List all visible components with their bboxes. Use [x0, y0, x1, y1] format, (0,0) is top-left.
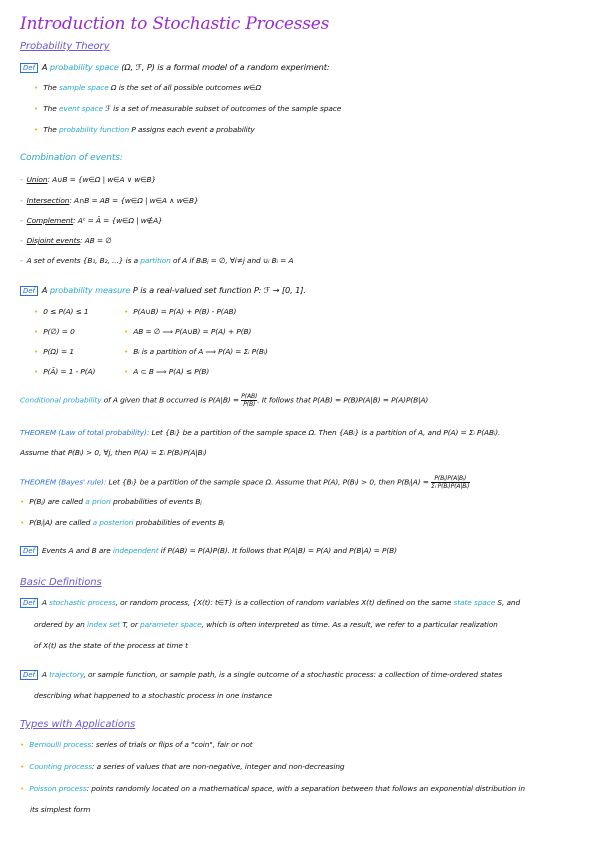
event-disjoint: - Disjoint events: AB = ∅: [20, 236, 112, 245]
bullet-sample-space: • The sample space Ω is the set of all possible outcomes w∈Ω: [34, 83, 262, 92]
event-complement: - Complement: Aᶜ = Ā = {w∈Ω | w∉A}: [20, 216, 163, 225]
def-trajectory: Def A trajectory, or sample function, or sample path, is a single outcome of a stochastic process: a collection of time-ordered states: [20, 670, 502, 680]
type-poisson-line2: its simplest form: [30, 805, 91, 814]
pm-right-2: • AB = ∅ ⟹ P(A∪B) = P(A) + P(B): [124, 327, 252, 336]
def-box: Def: [20, 546, 38, 556]
def-box: Def: [20, 670, 38, 680]
type-counting: • Counting process: a series of values that are non-negative, integer and non-decreasing: [20, 762, 345, 771]
pm-left-2: • P(∅) = 0: [34, 327, 75, 336]
def-stochastic-process: Def A stochastic process, or random process, {X(t): t∈T} is a collection of random variables X(t) defined on the same state space S, and: [20, 598, 520, 608]
pm-left-4: • P(Ā) = 1 - P(A): [34, 367, 96, 376]
def-independent: Def Events A and B are independent if P(AB) = P(A)P(B). It follows that P(A|B) = P(A) and P(B|A) = P(B): [20, 546, 397, 556]
def-box: Def: [20, 286, 38, 296]
pm-right-3: • Bᵢ is a partition of A ⟹ P(A) = Σᵢ P(Bᵢ): [124, 347, 268, 356]
bullet-event-space: • The event space ℱ is a set of measurable subset of outcomes of the sample space: [34, 104, 342, 113]
pm-right-1: • P(A∪B) = P(A) + P(B) - P(AB): [124, 307, 237, 316]
event-union: - Union: A∪B = {w∈Ω | w∈A ∨ w∈B}: [20, 175, 157, 184]
event-partition: - A set of events {B₁, B₂, ...} is a partition of A if BᵢBⱼ = ∅, ∀i≠j and ∪ᵢ Bᵢ = A: [20, 256, 294, 265]
event-intersection: - Intersection: A∩B = AB = {w∈Ω | w∈A ∧ w∈B}: [20, 196, 199, 205]
section-types-with-applications: Types with Applications: [20, 719, 136, 730]
term-probability-space: probability space: [49, 62, 119, 72]
theorem-bayes: THEOREM (Bayes' rule): Let {Bᵢ} be a partition of the sample space Ω. Assume that P(A), P(Bᵢ) > 0, then P(Bⱼ|A) = $\frac{\text{P(Bⱼ)P(A|Bⱼ)}}{\text{Σᵢ P(Bᵢ)P(A|Bᵢ)}}$: [20, 475, 470, 490]
section-probability-theory: Probability Theory: [20, 41, 110, 52]
events-heading: Combination of events:: [20, 153, 123, 163]
type-poisson: • Poisson process: points randomly located on a mathematical space, with a separation between that follows an exponential distribution in: [20, 784, 525, 793]
type-bernoulli: • Bernoulli process: series of trials or flips of a "coin", fair or not: [20, 740, 253, 749]
def-box: Def: [20, 63, 38, 73]
bayes-priori: • P(Bⱼ) are called a priori probabilities of events Bⱼ: [20, 497, 202, 506]
stochastic-line2: ordered by an index set T, or parameter space, which is often interpreted as time. As a result, we refer to a particular realization: [34, 620, 498, 629]
stochastic-line3: of X(t) as the state of the process at time t: [34, 641, 188, 650]
bullet-probability-function: • The probability function P assigns each event a probability: [34, 125, 255, 134]
pm-left-1: • 0 ≤ P(A) ≤ 1: [34, 307, 89, 316]
trajectory-line2: describing what happened to a stochastic process in one instance: [34, 691, 273, 700]
def-box: Def: [20, 598, 38, 608]
theorem-total-probability-line2: Assume that P(Bᵢ) > 0, ∀j, then P(A) = Σᵢ P(Bᵢ)P(A|Bᵢ): [20, 448, 207, 457]
theorem-total-probability: THEOREM (Law of total probability): Let {Bᵢ} be a partition of the sample space Ω. Then {ABᵢ} is a partition of A, and P(A) = Σᵢ P(ABᵢ).: [20, 428, 501, 437]
bayes-posteriori: • P(Bⱼ|A) are called a posteriori probabilities of events Bⱼ: [20, 518, 225, 527]
section-basic-definitions: Basic Definitions: [20, 577, 102, 588]
pm-left-3: • P(Ω) = 1: [34, 347, 74, 356]
conditional-probability: Conditional probability of A given that B occurred is P(A|B) = $\frac{P(AB)}{P(B)}$ . It follows that P(AB) = P(B)P(A|B) = P(A)P(B|A): [20, 393, 429, 408]
page-title: Introduction to Stochastic Processes: [20, 14, 330, 34]
def-probability-measure: Def A probability measure P is a real-valued set function P: ℱ → [0, 1].: [20, 285, 306, 296]
def-probability-space: Def A probability space (Ω, ℱ, P) is a formal model of a random experiment:: [20, 62, 330, 73]
pm-right-4: • A ⊂ B ⟹ P(A) ≤ P(B): [124, 367, 210, 376]
